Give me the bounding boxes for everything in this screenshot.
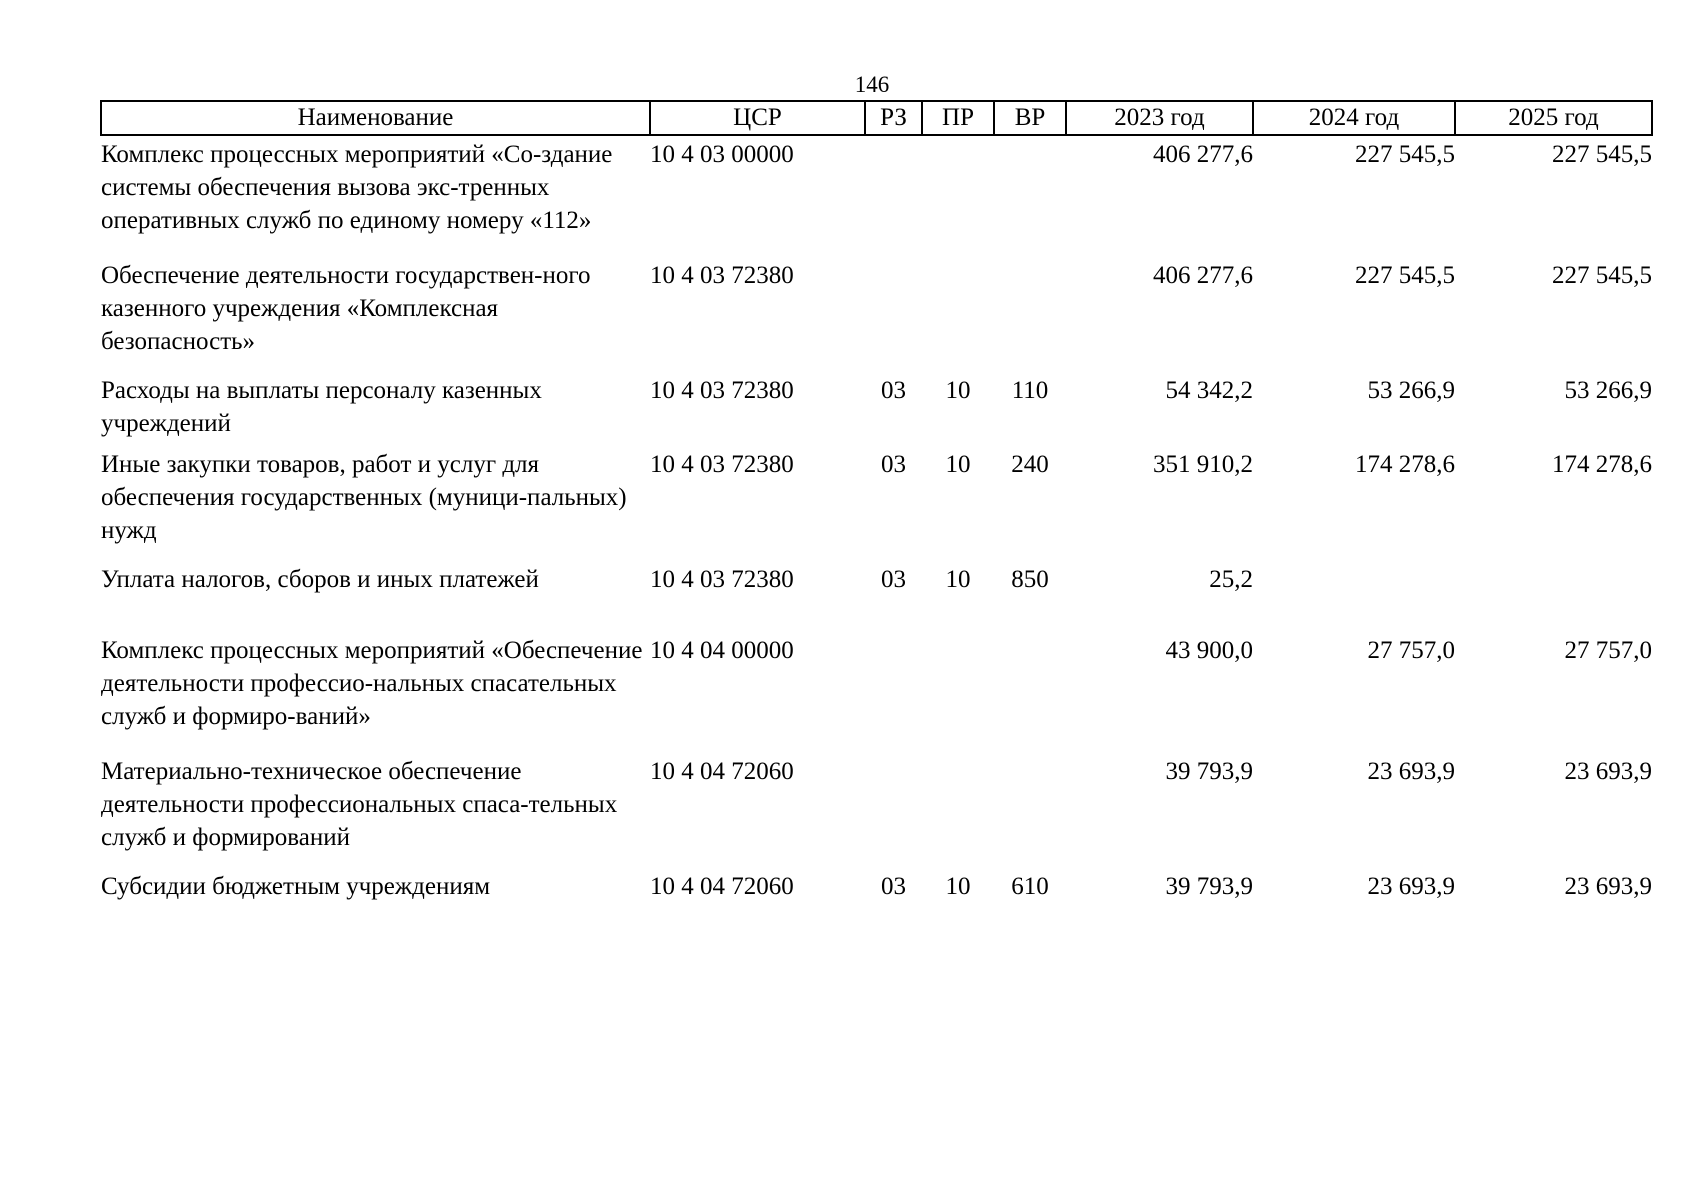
row-2024: [1253, 561, 1455, 632]
row-2025: 227 545,5: [1552, 141, 1652, 168]
row-pr: 10: [945, 377, 971, 404]
row-2023: 39 793,9: [1165, 873, 1253, 900]
row-2024: 23 693,9: [1367, 758, 1455, 785]
row-2024: 174 278,6: [1355, 451, 1455, 478]
table-row: [101, 372, 1652, 446]
row-name: Уплата налогов, сборов и иных платежей: [101, 566, 539, 593]
row-rz: 03: [881, 566, 906, 593]
row-vr: [994, 135, 1066, 257]
row-pr: [922, 632, 994, 753]
row-rz: [865, 632, 922, 753]
row-name: Иные закупки товаров, работ и услуг для обеспечения государственных (муници-пальных) нужд: [101, 451, 627, 544]
row-2023: 351 910,2: [1153, 451, 1253, 478]
row-pr: [922, 257, 994, 372]
header-rz: РЗ: [865, 101, 922, 135]
row-csr: 10 4 03 72380: [650, 377, 794, 404]
row-2023: 406 277,6: [1153, 141, 1253, 168]
row-name: Комплекс процессных мероприятий «Обеспечение деятельности профессио-нальных спасательных служб и формиро-ваний»: [101, 637, 643, 730]
header-2024: 2024 год: [1253, 101, 1455, 135]
row-csr: 10 4 03 00000: [650, 141, 794, 168]
row-2025: 23 693,9: [1564, 873, 1652, 900]
table-header-row: [101, 101, 1652, 135]
budget-table: [100, 100, 1653, 903]
table-row: [101, 446, 1652, 561]
row-rz: 03: [881, 377, 906, 404]
row-pr: [922, 135, 994, 257]
row-vr: [994, 257, 1066, 372]
table-row: [101, 868, 1652, 903]
row-csr: 10 4 04 72060: [650, 873, 794, 900]
row-csr: 10 4 04 72060: [650, 758, 794, 785]
row-2023: 406 277,6: [1153, 262, 1253, 289]
header-csr: ЦСР: [650, 101, 865, 135]
table-row: [101, 632, 1652, 753]
row-2025: 23 693,9: [1564, 758, 1652, 785]
row-name: Обеспечение деятельности государствен-ного казенного учреждения «Комплексная безопасность»: [101, 262, 591, 355]
header-2025: 2025 год: [1455, 101, 1652, 135]
row-2025: 174 278,6: [1552, 451, 1652, 478]
row-csr: 10 4 03 72380: [650, 566, 794, 593]
row-2024: 23 693,9: [1367, 873, 1455, 900]
row-pr: [922, 753, 994, 868]
row-csr: 10 4 03 72380: [650, 262, 794, 289]
row-name: Материально-техническое обеспечение деятельности профессиональных спаса-тельных служб и формирований: [101, 758, 618, 851]
row-vr: 110: [1011, 377, 1049, 404]
row-2024: 53 266,9: [1367, 377, 1455, 404]
table-row: [101, 257, 1652, 372]
row-rz: [865, 753, 922, 868]
row-pr: 10: [945, 566, 971, 593]
row-2023: 43 900,0: [1165, 637, 1253, 664]
row-rz: [865, 135, 922, 257]
row-rz: 03: [881, 451, 906, 478]
row-vr: 850: [1011, 566, 1049, 593]
header-pr: ПР: [922, 101, 994, 135]
row-name: Комплекс процессных мероприятий «Со-здание системы обеспечения вызова экс-тренных оперативных служб по единому номеру «112»: [101, 141, 613, 234]
header-vr: ВР: [994, 101, 1066, 135]
row-pr: 10: [945, 451, 971, 478]
table-row: [101, 753, 1652, 868]
row-csr: 10 4 04 00000: [650, 637, 794, 664]
row-rz: 03: [881, 873, 906, 900]
header-name: Наименование: [101, 101, 650, 135]
row-2025: 227 545,5: [1552, 262, 1652, 289]
row-vr: [994, 753, 1066, 868]
row-2023: 54 342,2: [1165, 377, 1253, 404]
row-2024: 227 545,5: [1355, 262, 1455, 289]
header-2023: 2023 год: [1066, 101, 1253, 135]
row-2023: 25,2: [1209, 566, 1253, 593]
row-vr: 610: [1011, 873, 1049, 900]
row-2025: 27 757,0: [1564, 637, 1652, 664]
row-name: Субсидии бюджетным учреждениям: [101, 873, 491, 900]
table-row: [101, 135, 1652, 257]
row-pr: 10: [945, 873, 971, 900]
row-2025: [1455, 561, 1652, 632]
row-2025: 53 266,9: [1564, 377, 1652, 404]
row-2023: 39 793,9: [1165, 758, 1253, 785]
page-number: 146: [854, 72, 890, 97]
table-row: [101, 561, 1652, 632]
row-2024: 227 545,5: [1355, 141, 1455, 168]
row-vr: [994, 632, 1066, 753]
row-name: Расходы на выплаты персоналу казенных учреждений: [101, 377, 542, 437]
row-2024: 27 757,0: [1367, 637, 1455, 664]
row-csr: 10 4 03 72380: [650, 451, 794, 478]
row-vr: 240: [1011, 451, 1049, 478]
row-rz: [865, 257, 922, 372]
